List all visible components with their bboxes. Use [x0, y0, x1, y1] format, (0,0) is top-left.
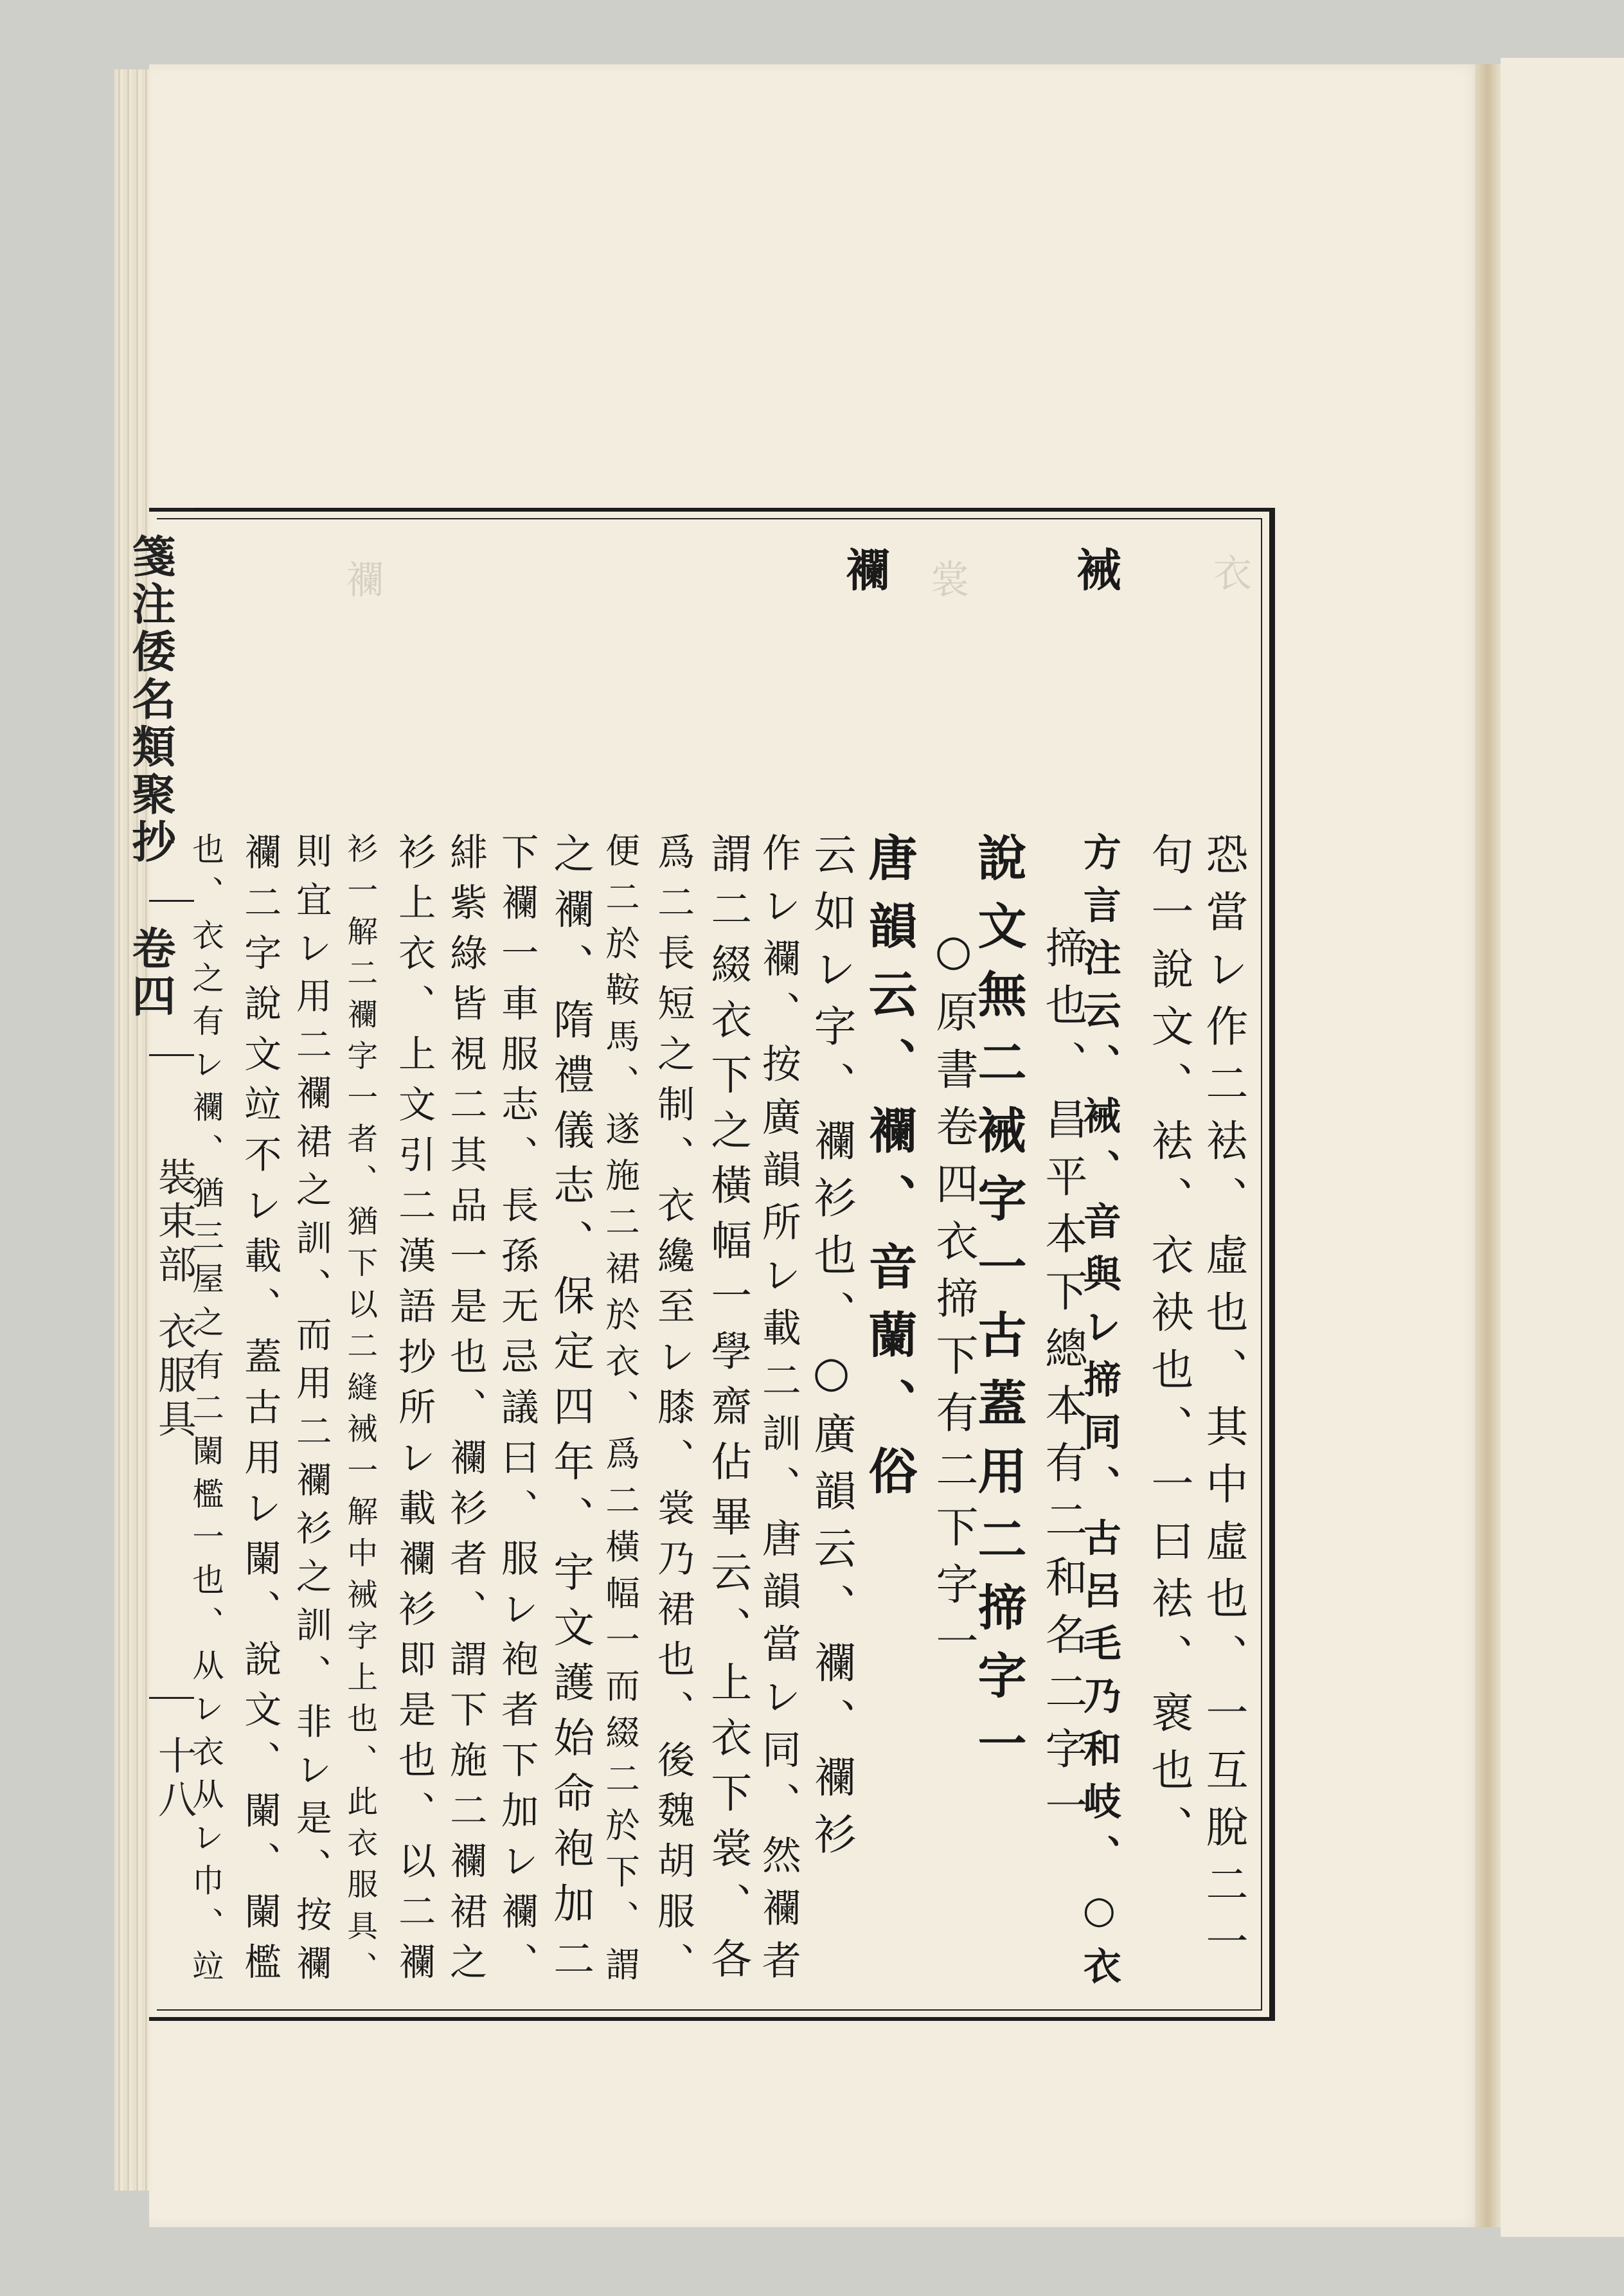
text-column-16: 衫上衣、上文引二漢語抄所レ載襴衫即是也、以二襴: [392, 832, 436, 1993]
page-number: 十八: [152, 1735, 197, 1823]
text-column-17: 衫一解二襴字一者、猶下以二縫裓一解中裓字上也、此衣服具、: [341, 832, 377, 1993]
book-gutter: [1475, 64, 1501, 2227]
text-column-12: 便二於鞍馬、遂施二裙於衣、爲二橫幅一而綴二於下、謂: [600, 832, 641, 1993]
text-column-1: 恐當レ作二袪、虛也、其中虛也、一互脫二一: [1199, 832, 1248, 1977]
text-column-5: 說文無二裓字一古蓋用二揥字一: [970, 832, 1027, 1786]
text-column-14: 下襴一車服志、長孫无忌議曰、服レ袍者下加レ襴、: [495, 832, 539, 1993]
category-label: 衣服具: [152, 1311, 197, 1442]
text-column-10: 謂二綴衣下之橫幅一學齋佔畢云、上衣下裳、各: [704, 832, 752, 1993]
text-column-11: 爲二長短之制、衣纔至レ膝、裳乃裙也、後魏胡服、: [651, 832, 695, 1993]
entry-headword: 裓: [1069, 546, 1123, 662]
bleed-through-text: 襴: [339, 559, 384, 643]
text-column-4: 揥也、昌平本下總本有二和名二字一: [1038, 926, 1087, 1841]
text-column-7: 唐韻云、襴、音蘭、俗: [861, 832, 918, 1514]
bleed-through-text: 裳: [924, 559, 969, 643]
entry-headword: 襴: [838, 546, 891, 662]
book-title: 箋注倭名類聚抄: [125, 534, 176, 866]
text-column-6: ○原書卷四衣揥下有二下字一: [929, 926, 978, 1676]
text-column-2: 句一說文、袪、衣袂也、一曰袪、褱也、: [1144, 832, 1193, 1862]
section-label: 裝束部: [152, 1157, 197, 1288]
volume-label: 卷四: [125, 926, 176, 1021]
hashira-rule: [149, 508, 194, 510]
text-column-9: 作レ襴、按廣韻所レ載二訓、唐韻當レ同、然襴者: [755, 832, 801, 1993]
text-column-8: 云如レ字、襴衫也、○廣韻云、襴、襴衫: [807, 832, 856, 1869]
text-column-3: 方言注云、裓、音與レ揥同、古呂毛乃和岐、○衣: [1076, 832, 1121, 2000]
text-column-19: 襴二字說文竝不レ載、蓋古用レ闌、說文、闌、闌檻: [238, 832, 282, 1993]
text-column-13: 之襴、隋禮儀志、保定四年、宇文護始命袍加二: [546, 832, 594, 1993]
right-page: [1501, 58, 1624, 2237]
text-column-18: 則宜レ用二襴裙之訓、而用二襴衫之訓、非レ是、按襴: [289, 832, 332, 1993]
text-column-15: 緋紫綠皆視二其品一是也、襴衫者、謂下施二襴裙之: [443, 832, 488, 1993]
text-column-20: 也、衣之有レ襴、猶三屋之有二闌檻一也、从レ衣从レ巾、竝: [187, 832, 225, 1993]
bleed-through-text: 衣: [1207, 553, 1252, 636]
